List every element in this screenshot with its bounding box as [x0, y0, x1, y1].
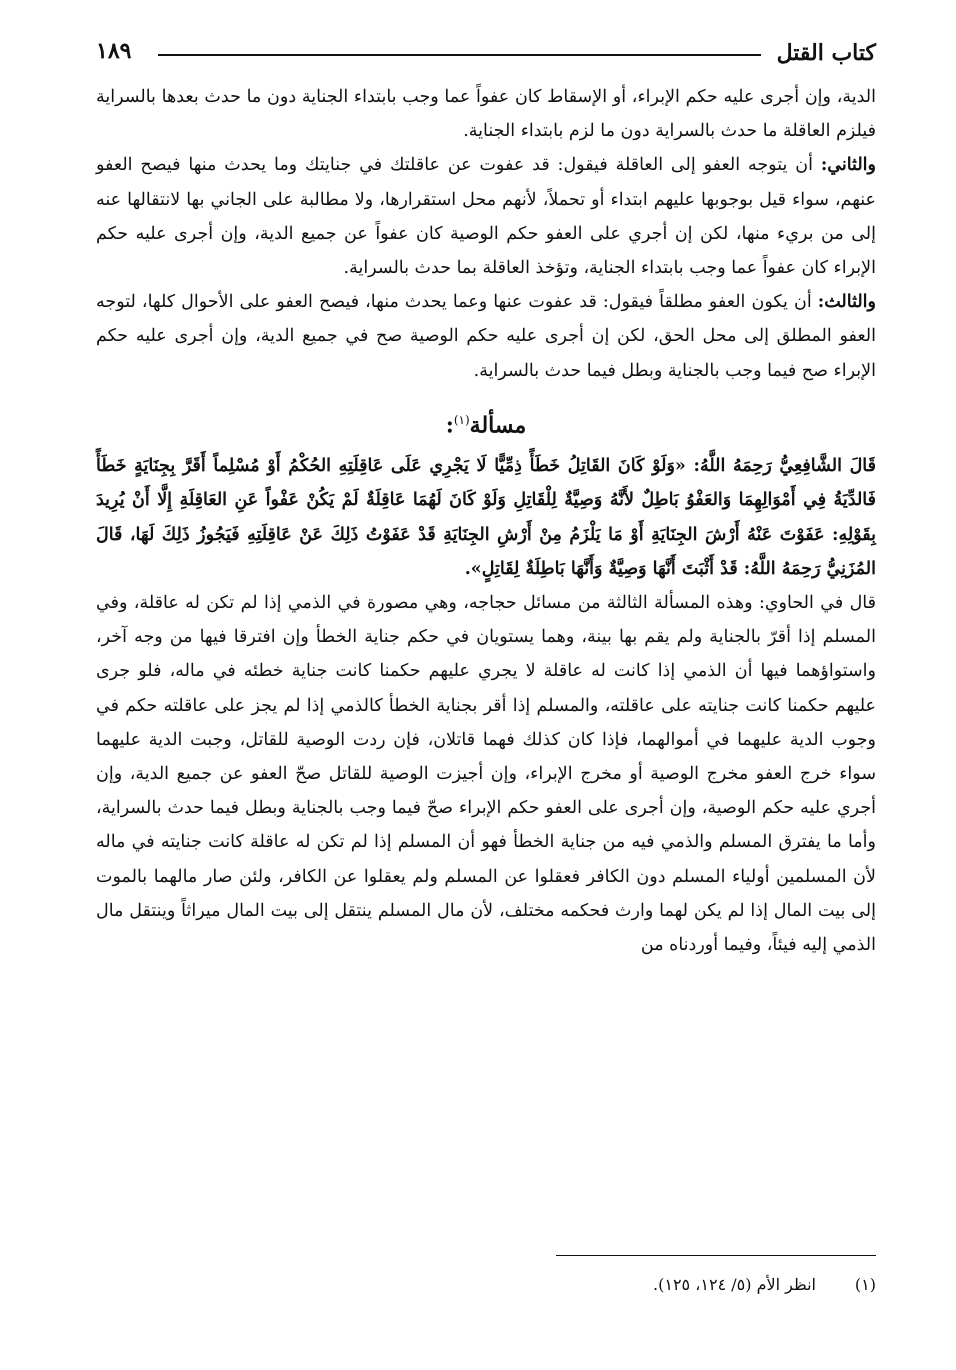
paragraph-third-case: [96, 285, 876, 388]
shafii-quote: قَالَ الشَّافِعِيُّ رَحِمَهُ اللَّهُ: «وَلَوْ كَانَ القَاتِلُ خَطَأً ذِمِّيًّا لَا يَجْرِي عَلَى عَاقِلَتِهِ الحُكْمُ أَوْ مُسْلِماً أَقَرَّ بِجِنَايَةٍ خَطَأً فَالدِّيَةُ فِي أَمْوَالِهِمَا وَالعَفْوُ بَاطِلٌ لأَنَّهُ وَصِيَّةٌ لِلْقَاتِلِ وَلَوْ كَانَ لَهُمَا عَاقِلَةٌ لَمْ يَكُنْ عَفْواً عَنِ العَاقِلَةِ إِلَّا أَنْ يُرِيدَ بِقَوْلِهِ: عَفَوْتَ عَنْهُ أَرْشَ الجِنَايَةِ أَوْ مَا يَلْزَمُ مِنْ أَرْشِ الجِنَايَةِ قَدْ عَفَوْتُ ذَلِكَ عَنْ عَاقِلَتِهِ فَيَجُوزُ ذَلِكَ لَهَا، قَالَ المُزَنِيُّ رَحِمَهُ اللَّهُ: قَدْ أَثْبَتَ أَنَّهَا وَصِيَّةٌ وَأَنَّهَا بَاطِلَةٌ لِقَاتِلٍ».: [96, 456, 877, 579]
hawi-commentary: قال في الحاوي: وهذه المسألة الثالثة من مسائل حجاجه، وهي مصورة في الذمي إذا لم تكن له عاقلة، وفي المسلم إذا أقرّ بالجناية ولم يقم بها بينة، وهما يستويان في حكم جناية الخطأ وإن افترقا فيها من وجه آخر، واستواؤهما فيها أن الذمي إذا كانت له عاقلة لا يجري عليهم حكمنا كانت جناية خطئه في ماله، فلو جرى عليهم حكمنا كانت جنايته على عاقلته، والمسلم إذا أقر بجناية الخطأ كالذمي إذا لم يجز على عاقلته حكم في وجوب الدية عليهما في أموالهما، فإذا كان كذلك فهما قاتلان، فإن ردت الوصية للقاتل، وجبت الدية عليهما سواء خرج العفو مخرج الوصية أو مخرج الإبراء، وإن أجيزت الوصية للقاتل صحّ العفو عن جميع الدية، وإن أجري عليه حكم الوصية، وإن أجرى على العفو حكم الإبراء صحّ فيما وجب بالجناية وبطل فيما حدث بالسراية، وأما ما يفترق المسلم والذمي فيه من جناية الخطأ فهو أن المسلم إذا لم تكن له عاقلة كانت جنايته في ماله لأن المسلمين أولياء المسلم دون الكافر فعقلوا عن المسلم ولم يعقلوا عن الكافر، ولئن صار مالهما بالموت إلى بيت المال إذا لم يكن لهما وارث فحكمه مختلف، لأن مال المسلم ينتقل إلى بيت المال ميراثاً وينتقل مال الذمي إليه فيئاً، وفيما أوردناه من: [96, 592, 876, 955]
page-body: [96, 80, 876, 962]
page-header: [96, 30, 876, 80]
footnotes: [96, 1255, 876, 1302]
footnote-rule: [556, 1255, 876, 1256]
section-heading: [96, 400, 876, 445]
footnote-number: (١): [854, 1275, 876, 1294]
footnote-text: انظر الأم (٥/ ١٢٤، ١٢٥).: [653, 1275, 816, 1294]
third-case-lead: والثالث:: [817, 292, 876, 313]
book-title: كتاب القتل: [776, 40, 876, 66]
section-colon: :: [445, 412, 454, 439]
header-rule: [158, 54, 761, 56]
third-case-text: أن يكون العفو مطلقاً فيقول: قد عفوت عنها وعما يحدث منها، فيصح العفو على الأحوال كلها، لتوجه العفو المطلق إلى محل الحق، لكن إن أجرى عليه حكم الوصية صح في جميع الدية، وإن أجرى عليه حكم الإبراء صح فيما وجب بالجناية وبطل فيما حدث بالسراية.: [96, 292, 876, 381]
section-title: مسألة: [469, 412, 527, 439]
page-number: ١٨٩: [96, 38, 132, 64]
document-page: [96, 30, 876, 1350]
second-case-text: أن يتوجه العفو إلى العاقلة فيقول: قد عفوت عن عاقلتك في جنايتك وما يحدث منها فيصح العفو عنهم، سواء قيل بوجوبها عليهم ابتداء أو تحملاً، لأنهم محل استقرارها، ولا مطالبة على الجاني بها لانتقالها عنه إلى من بريء منها، لكن إن أجري على العفو حكم الوصية كان عفواً عن جميع الدية، وإن أجرى عليه حكم الإبراء كان عفواً عما وجب بابتداء الجناية، وتؤخذ العاقلة بما حدث بالسراية.: [96, 155, 876, 279]
footnote-item: [96, 1268, 876, 1302]
section-footnote-ref: (١): [453, 412, 470, 427]
paragraph-second-case: [96, 148, 876, 285]
paragraph-continuation: الدية، وإن أجرى عليه حكم الإبراء، أو الإسقاط كان عفواً عما وجب بابتداء الجناية دون ما حدث بعدها بالسراية فيلزم العاقلة ما حدث بالسراية دون ما لزم بابتداء الجناية.: [96, 87, 876, 142]
second-case-lead: والثاني:: [820, 155, 876, 176]
